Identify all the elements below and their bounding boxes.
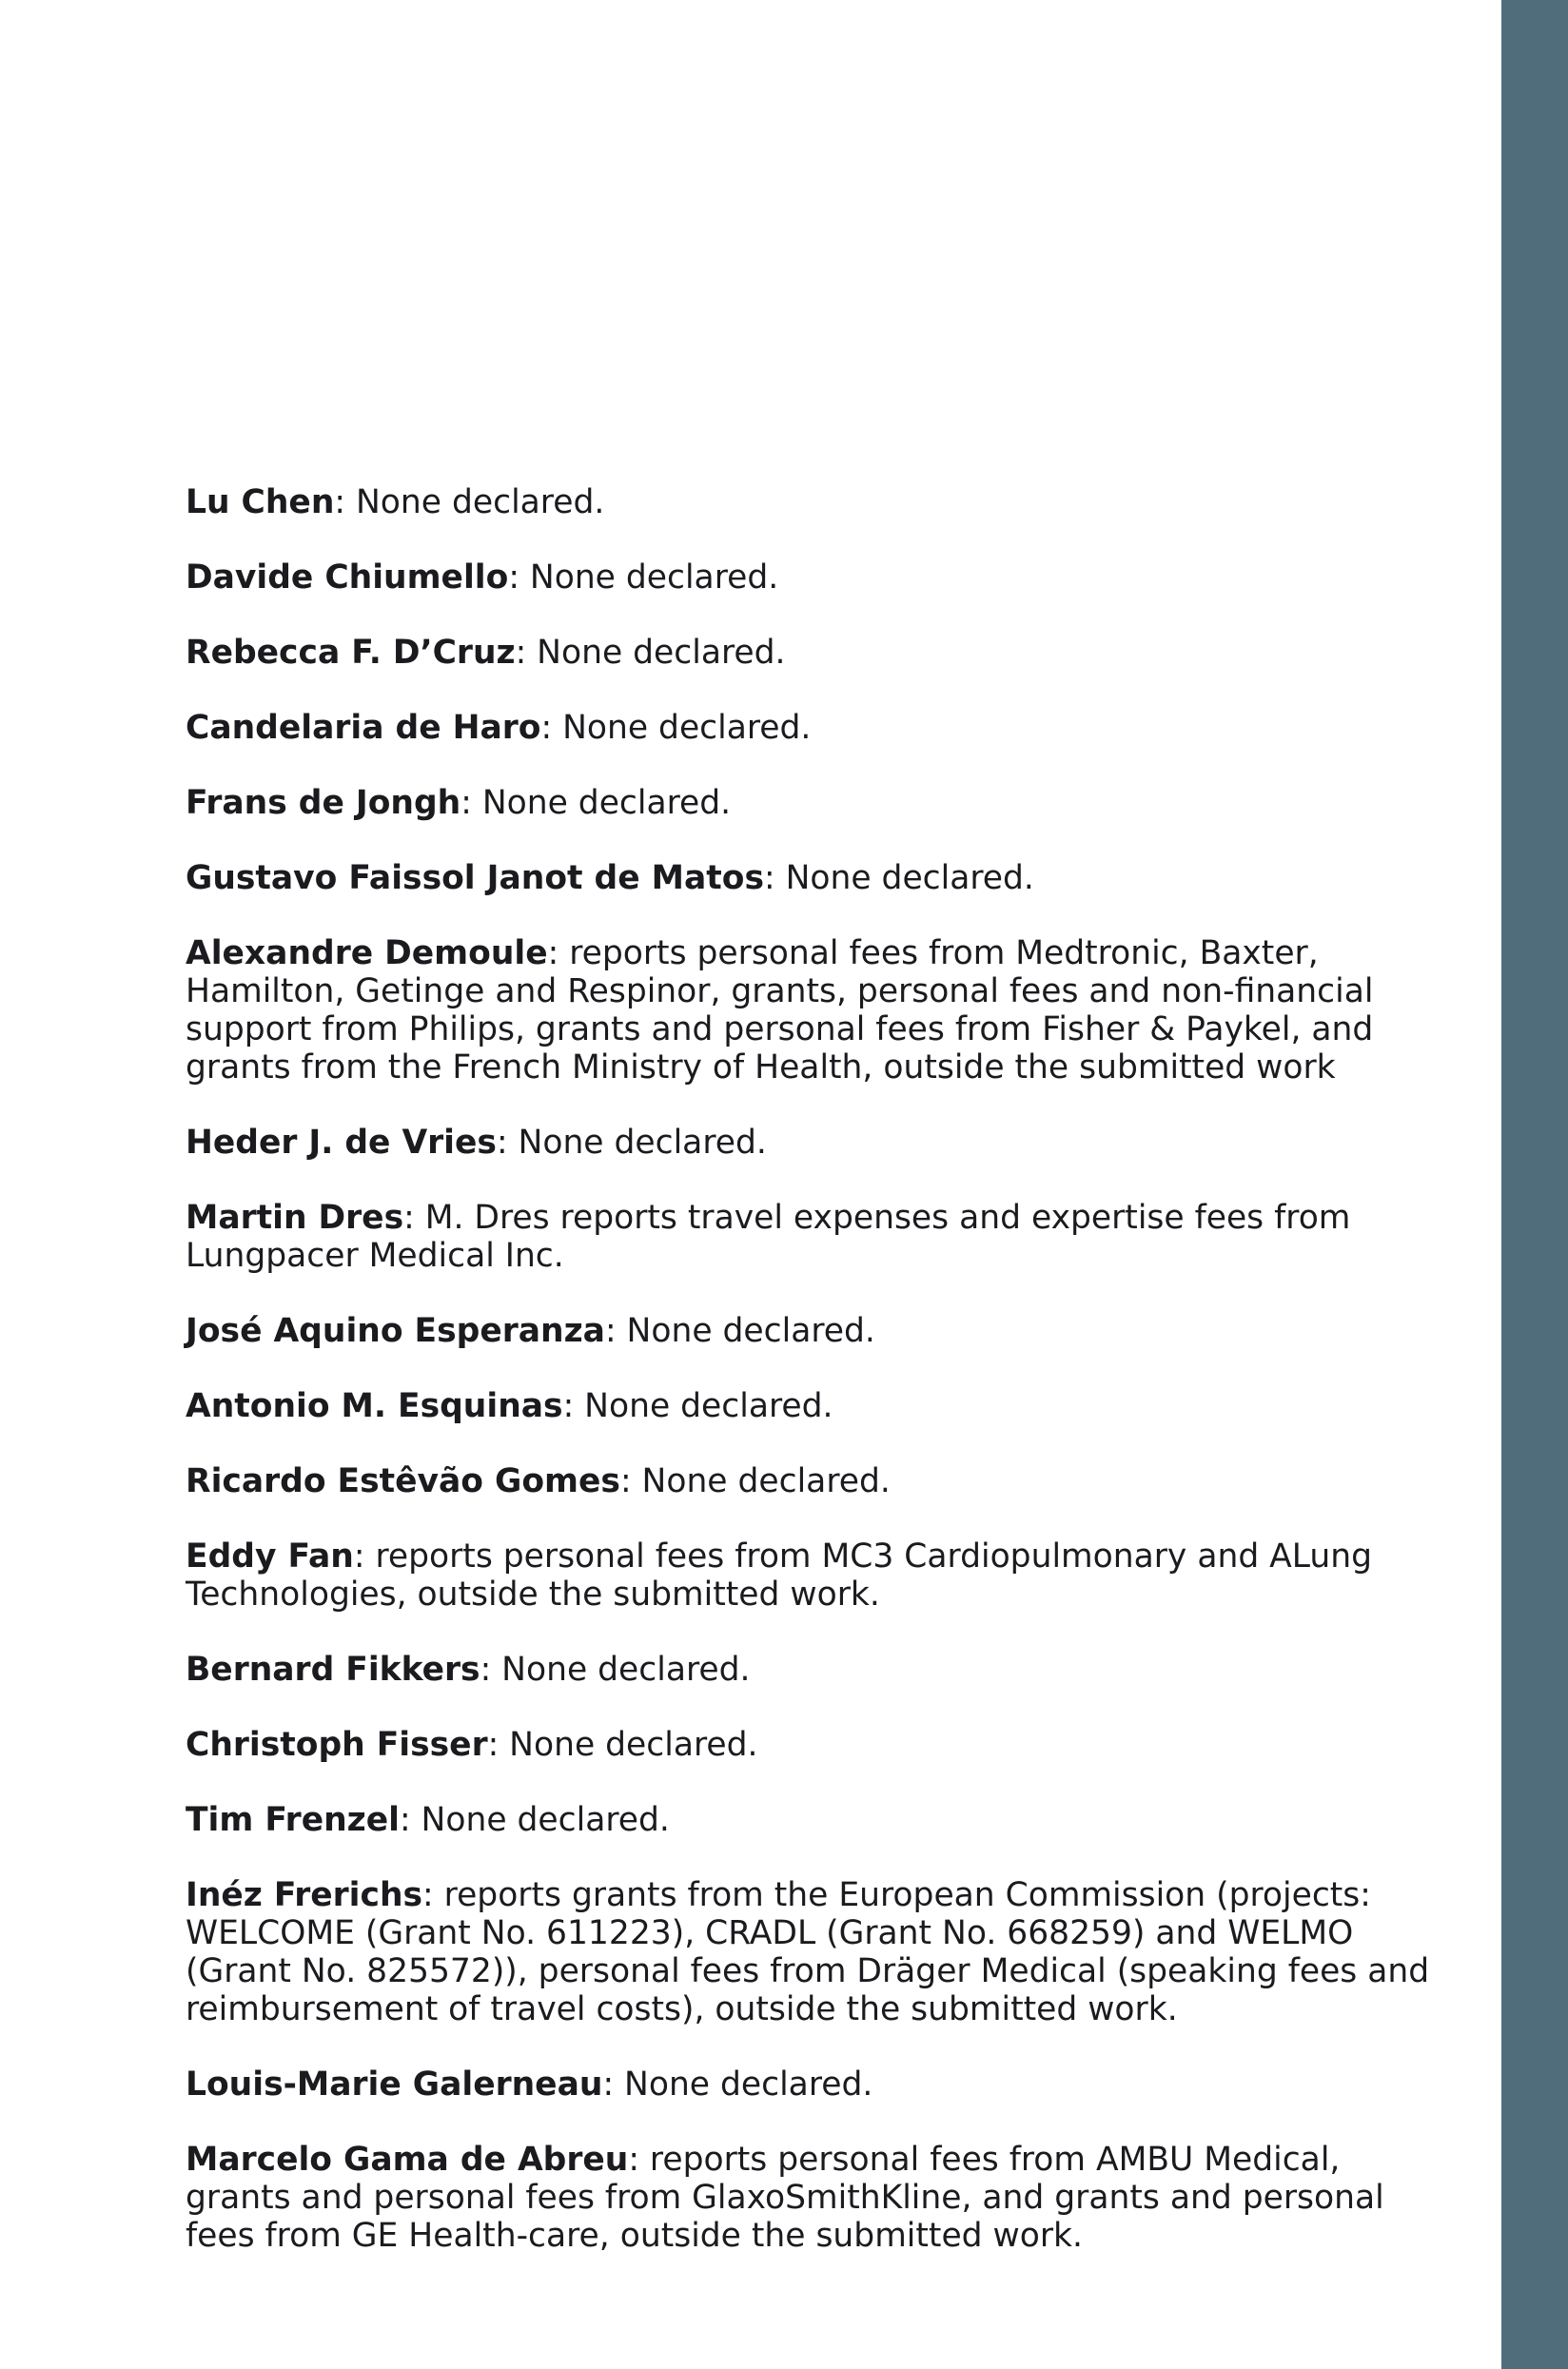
disclosure-text: : None declared. xyxy=(602,2066,873,2104)
disclosure-entry xyxy=(186,1387,1441,1425)
disclosure-text: : None declared. xyxy=(487,1726,758,1764)
disclosure-entry xyxy=(186,634,1441,672)
disclosure-entry xyxy=(186,483,1441,521)
disclosure-text: : reports grants from the European Commission (projects: WELCOME (Grant No. 611223), CRADL (Grant No. 668259) and WELMO (Grant No. 825572)), personal fees from Dräger Medical (speaking fees and reimbursement of travel costs), outside the submitted work. xyxy=(186,1876,1430,2028)
disclosure-text: : None declared. xyxy=(619,1462,891,1500)
disclosure-entry xyxy=(186,934,1441,1087)
disclosure-text: : None declared. xyxy=(763,859,1034,897)
author-name: Marcelo Gama de Abreu xyxy=(186,2141,629,2179)
disclosure-entry xyxy=(186,859,1441,897)
disclosure-entry xyxy=(186,1876,1441,2028)
disclosure-text: : None declared. xyxy=(496,1124,767,1162)
author-name: Tim Frenzel xyxy=(186,1801,400,1839)
disclosure-entry xyxy=(186,2141,1441,2255)
disclosure-text: : None declared. xyxy=(562,1387,833,1425)
author-name: Rebecca F. D’Cruz xyxy=(186,634,516,672)
author-name: Ricardo Estêvão Gomes xyxy=(186,1462,620,1500)
disclosure-entry xyxy=(186,1199,1441,1275)
disclosure-entry xyxy=(186,2066,1441,2104)
author-name: Candelaria de Haro xyxy=(186,709,541,747)
disclosure-text: : None declared. xyxy=(540,709,812,747)
author-name: Bernard Fikkers xyxy=(186,1651,480,1689)
disclosure-entry xyxy=(186,1462,1441,1500)
disclosure-text: : reports personal fees from Medtronic, Baxter, Hamilton, Getinge and Respinor, grants, personal fees and non-financial support from Philips, grants and personal fees from Fisher & Paykel, and grants from the French Ministry of Health, outside the submitted work xyxy=(186,934,1374,1087)
author-name: Antonio M. Esquinas xyxy=(186,1387,563,1425)
disclosure-text: : None declared. xyxy=(515,634,786,672)
disclosure-text: : None declared. xyxy=(604,1312,875,1350)
disclosure-entry xyxy=(186,784,1441,822)
author-name: Heder J. de Vries xyxy=(186,1124,497,1162)
disclosure-text: : reports personal fees from MC3 Cardiopulmonary and ALung Technologies, outside the submitted work. xyxy=(186,1537,1373,1614)
author-name: Frans de Jongh xyxy=(186,784,461,822)
disclosure-text: : reports personal fees from AMBU Medical, grants and personal fees from GlaxoSmithKline, and grants and personal fees from GE Health-care, outside the submitted work. xyxy=(186,2141,1384,2255)
side-color-bar xyxy=(1501,0,1568,2369)
disclosure-entry xyxy=(186,1726,1441,1764)
disclosure-entry xyxy=(186,1801,1441,1839)
author-name: Christoph Fisser xyxy=(186,1726,488,1764)
disclosure-text: : None declared. xyxy=(480,1651,751,1689)
author-name: Lu Chen xyxy=(186,483,335,521)
disclosure-entry xyxy=(186,1537,1441,1614)
disclosure-entry xyxy=(186,558,1441,597)
author-name: Alexandre Demoule xyxy=(186,934,548,972)
disclosure-entry xyxy=(186,709,1441,747)
author-name: José Aquino Esperanza xyxy=(186,1312,605,1350)
author-name: Inéz Frerichs xyxy=(186,1876,423,1914)
disclosure-text: : None declared. xyxy=(399,1801,670,1839)
disclosure-text: : None declared. xyxy=(508,558,779,597)
disclosure-text: : None declared. xyxy=(334,483,605,521)
author-name: Gustavo Faissol Janot de Matos xyxy=(186,859,764,897)
disclosure-entry xyxy=(186,1312,1441,1350)
disclosure-list xyxy=(186,483,1441,2292)
disclosure-text: : M. Dres reports travel expenses and expertise fees from Lungpacer Medical Inc. xyxy=(186,1199,1351,1275)
author-name: Eddy Fan xyxy=(186,1537,354,1576)
disclosure-entry xyxy=(186,1124,1441,1162)
author-name: Louis-Marie Galerneau xyxy=(186,2066,603,2104)
disclosure-text: : None declared. xyxy=(461,784,732,822)
author-name: Martin Dres xyxy=(186,1199,404,1237)
disclosure-entry xyxy=(186,1651,1441,1689)
author-name: Davide Chiumello xyxy=(186,558,509,597)
